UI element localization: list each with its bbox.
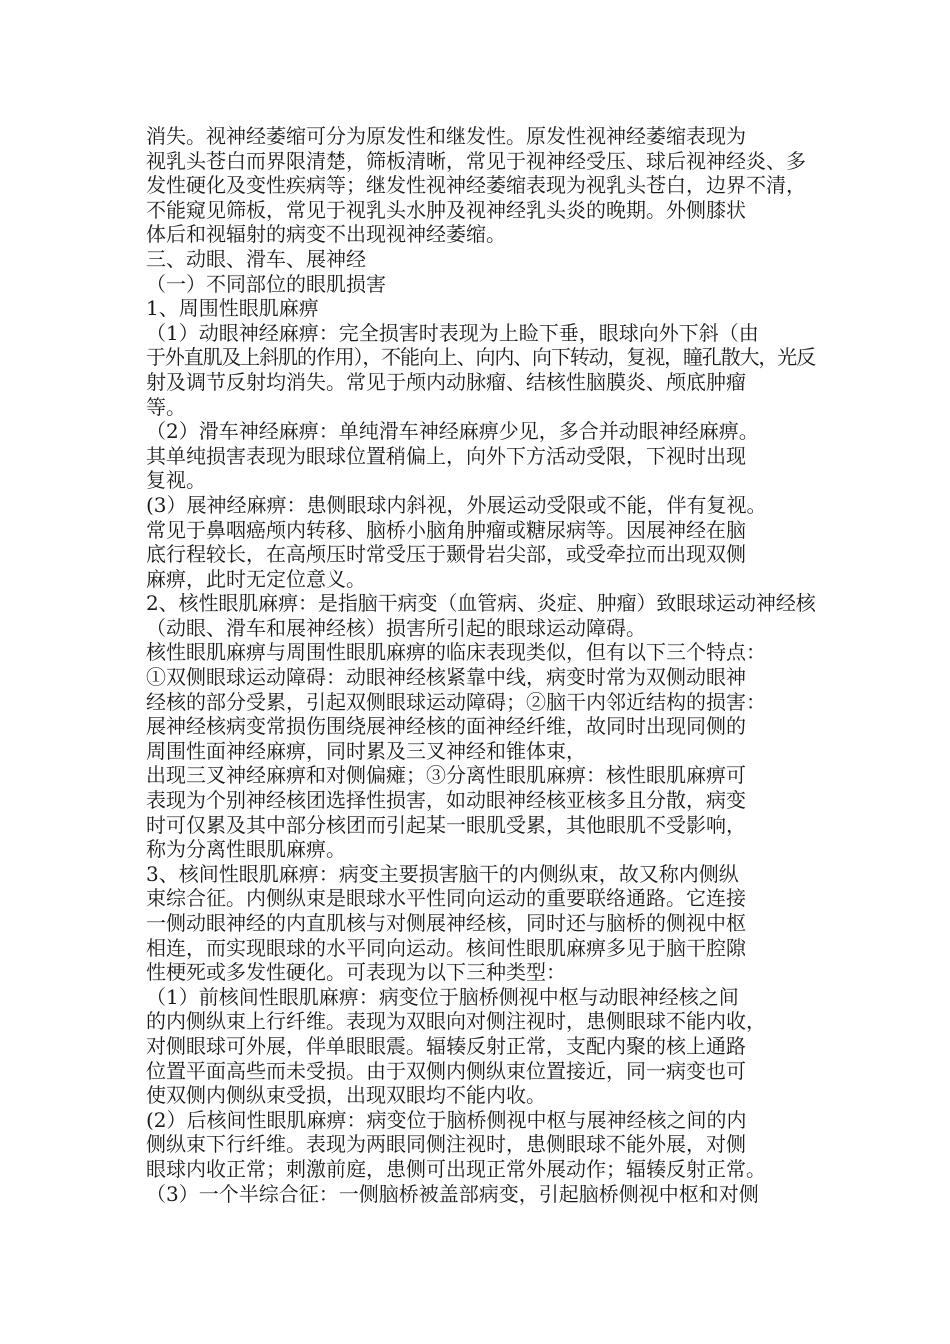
- subsection-heading: （一）不同部位的眼肌损害: [146, 271, 386, 296]
- text-line: （2）滑车神经麻痹：单纯滑车神经麻痹少见，多合并动眼神经麻痹。: [146, 419, 759, 444]
- text-line: 体后和视辐射的病变不出现视神经萎缩。: [146, 222, 506, 247]
- text-line: 3、核间性眼肌麻痹：病变主要损害脑干的内侧纵束，故又称内侧纵: [146, 861, 739, 886]
- text-line: ①双侧眼球运动障碍：动眼神经核紧靠中线，病变时常为双侧动眼神: [146, 665, 746, 690]
- text-line: 称为分离性眼肌麻痹。: [146, 837, 346, 862]
- text-line: 眼球内收正常；刺激前庭，患侧可出现正常外展动作；辐辏反射正常。: [146, 1156, 766, 1181]
- text-line: 复视。: [146, 468, 206, 493]
- text-line: 表现为个别神经核团选择性损害，如动眼神经核亚核多且分散，病变: [146, 788, 746, 813]
- text-line: 麻痹，此时无定位意义。: [146, 566, 366, 591]
- text-line: 底行程较长，在高颅压时常受压于颞骨岩尖部，或受牵拉而出现双侧: [146, 542, 746, 567]
- text-line: 射及调节反射均消失。常见于颅内动脉瘤、结核性脑膜炎、颅底肿瘤: [146, 369, 746, 394]
- text-line: 消失。视神经萎缩可分为原发性和继发性。原发性视神经萎缩表现为: [146, 124, 746, 148]
- text-line: 时可仅累及其中部分核团而引起某一眼肌受累，其他眼肌不受影响，: [146, 812, 746, 837]
- text-line: 位置平面高些而未受损。由于双侧内侧纵束位置接近，同一病变也可: [146, 1058, 746, 1083]
- subsection-heading: 1、周围性眼肌麻痹: [146, 296, 319, 321]
- text-line: （3）一个半综合征：一侧脑桥被盖部病变，引起脑桥侧视中枢和对侧: [146, 1181, 759, 1206]
- text-line: 其单纯损害表现为眼球位置稍偏上，向外下方活动受限，下视时出现: [146, 443, 746, 468]
- text-line: (2）后核间性眼肌麻痹：病变位于脑桥侧视中枢与展神经核之间的内: [146, 1107, 747, 1132]
- text-line: 2、核性眼肌麻痹：是指脑干病变（血管病、炎症、肿瘤）致眼球运动神经核: [146, 591, 816, 616]
- text-line: 使双侧内侧纵束受损，出现双眼均不能内收。: [146, 1083, 546, 1108]
- text-line: 性梗死或多发性硬化。可表现为以下三种类型：: [146, 960, 566, 985]
- text-line: 一侧动眼神经的内直肌核与对侧展神经核，同时还与脑桥的侧视中枢: [146, 911, 746, 935]
- text-line: 束综合征。内侧纵束是眼球水平性同向运动的重要联络通路。它连接: [146, 886, 746, 911]
- text-line: 展神经核病变常损伤围绕展神经核的面神经纤维，故同时出现同侧的: [146, 714, 746, 739]
- text-line: 视乳头苍白而界限清楚，筛板清晰，常见于视神经受压、球后视神经炎、多: [146, 148, 806, 173]
- text-line: 于外直肌及上斜肌的作用），不能向上、向内、向下转动，复视，瞳孔散大，光反: [146, 345, 815, 370]
- text-line: （1）动眼神经麻痹：完全损害时表现为上睑下垂，眼球向外下斜（由: [146, 320, 759, 345]
- text-line: 经核的部分受累，引起双侧眼球运动障碍；②脑干内邻近结构的损害：: [146, 689, 766, 714]
- body-text: [146, 124, 816, 1206]
- text-line: （动眼、滑车和展神经核）损害所引起的眼球运动障碍。: [146, 615, 646, 640]
- text-line: （1）前核间性眼肌麻痹：病变位于脑桥侧视中枢与动眼神经核之间: [146, 984, 739, 1009]
- text-line: 侧纵束下行纤维。表现为两眼同侧注视时，患侧眼球不能外展，对侧: [146, 1132, 746, 1157]
- text-line: 对侧眼球可外展，伴单眼眼震。辐辏反射正常，支配内聚的核上通路: [146, 1033, 746, 1058]
- text-line: 不能窥见筛板，常见于视乳头水肿及视神经乳头炎的晚期。外侧膝状: [146, 197, 746, 222]
- text-line: 周围性面神经麻痹，同时累及三叉神经和锥体束，: [146, 738, 586, 763]
- section-heading: 三、动眼、滑车、展神经: [146, 246, 366, 271]
- text-line: (3）展神经麻痹：患侧眼球内斜视，外展运动受限或不能，伴有复视。: [146, 492, 767, 517]
- text-line: 发性硬化及变性疾病等；继发性视神经萎缩表现为视乳头苍白，边界不清，: [146, 173, 806, 198]
- text-line: 出现三叉神经麻痹和对侧偏瘫；③分离性眼肌麻痹：核性眼肌麻痹可: [146, 763, 746, 788]
- text-line: 相连，而实现眼球的水平同向运动。核间性眼肌麻痹多见于脑干腔隙: [146, 935, 746, 960]
- text-line: 等。: [146, 394, 186, 419]
- text-line: 核性眼肌麻痹与周围性眼肌麻痹的临床表现类似，但有以下三个特点：: [146, 640, 766, 665]
- text-line: 的内侧纵束上行纤维。表现为双眼向对侧注视时，患侧眼球不能内收，: [146, 1009, 766, 1034]
- text-line: 常见于鼻咽癌颅内转移、脑桥小脑角肿瘤或糖尿病等。因展神经在脑: [146, 517, 746, 542]
